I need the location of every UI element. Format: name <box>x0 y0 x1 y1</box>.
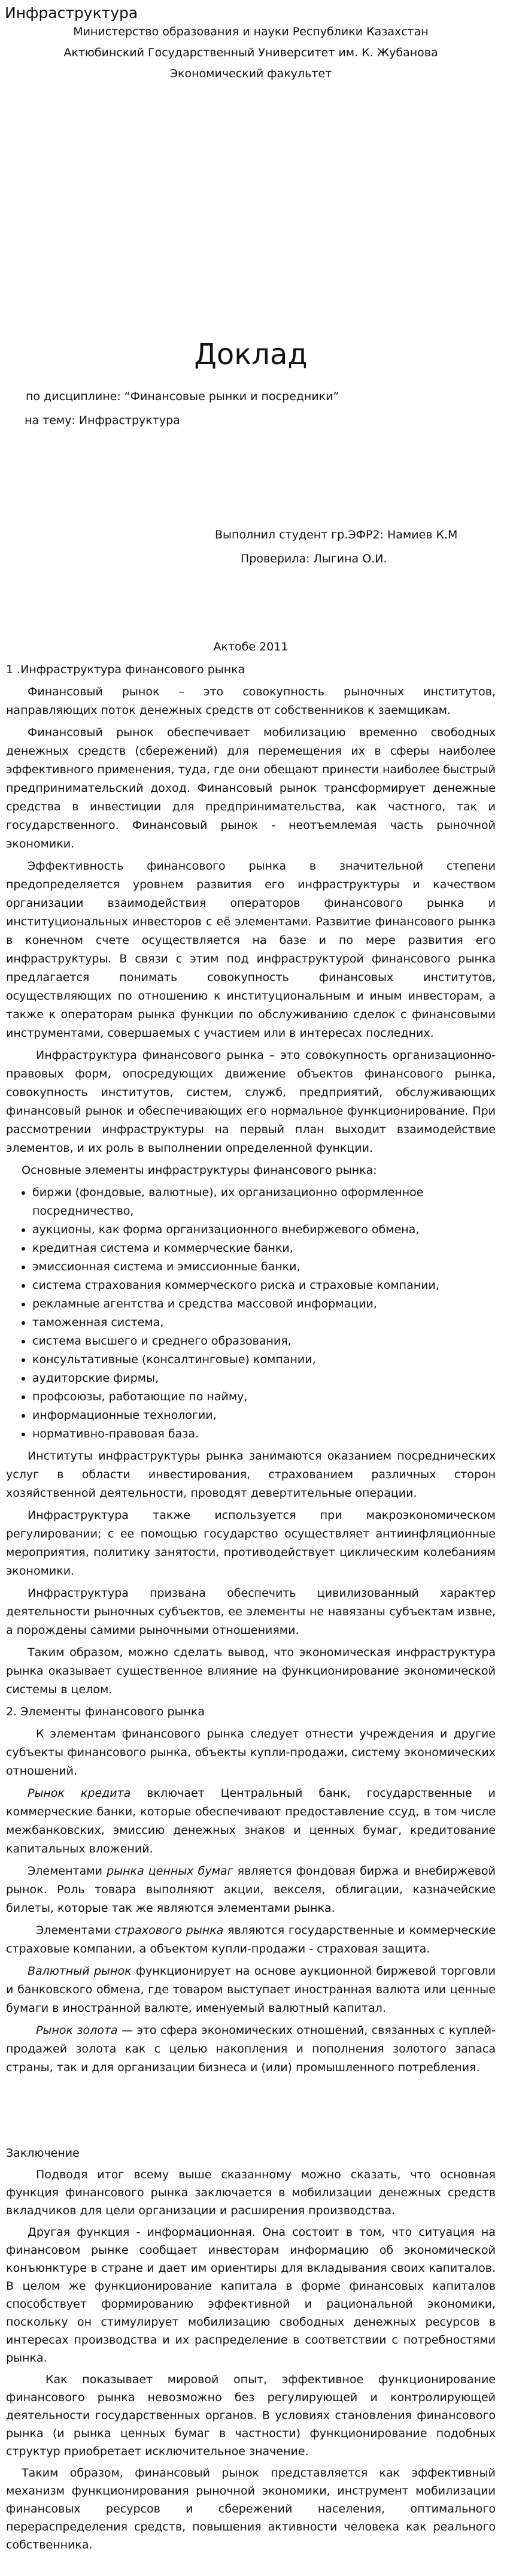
document-type-title: Доклад <box>194 338 308 371</box>
paragraph <box>6 1784 496 1858</box>
city-year-line: Актобе 2011 <box>213 640 289 653</box>
conclusion-section <box>6 2144 496 2557</box>
topic-line: на тему: Инфраструктура <box>25 414 180 427</box>
paragraph-text: является фондовая биржа и внебиржевой рынок. Роль товара выполняют акции, векселя, облигации, казначейские билеты, которые так же являются элементами рынка. <box>6 1864 496 1915</box>
section-2-heading: 2. Элементы финансового рынка <box>6 1705 205 1718</box>
term-italic: Рынок кредита <box>28 1787 131 1800</box>
discipline-line: по дисциплине: “Финансовые рынки и посредники” <box>26 390 339 403</box>
paragraph: Другая функция - информационная. Она состоит в том, что ситуация на финансовом рынке сообщает инвесторам информацию об экономической конъюнктуре в стране и дает им ориентиры для вкладывания своих капиталов. В целом же функционирование капитала в форме финансовых капиталов способствует формированию эффективной и рациональной экономики, поскольку он стимулирует мобилизацию свободных денежных ресурсов в интересах производства и их распределение в соответствии с потребностями рынка. <box>6 2226 496 2365</box>
author-line: Выполнил студент гр.ЭФР2: Намиев К.М <box>215 528 458 541</box>
paragraph-text: включает Центральный банк, государственные и коммерческие банки, которые обеспечивают предоставление ссуд, в том числе межбанковских, эмиссию денежных знаков и ценных бумаг, кредитование капитальных вложений. <box>6 1787 496 1855</box>
paragraph: Как показывает мировой опыт, эффективное функционирование финансового рынка невозможно без регулирующей и контролирующей деятельности государственных органов. В условиях становления финансового рынка (и рынка ценных бумаг в частности) функционирование подобных структур приобретает исключительное значение. <box>6 2373 496 2458</box>
section-2 <box>6 1703 496 2077</box>
paragraph: Финансовый рынок обеспечивает мобилизацию временно свободных денежных средств (сбережений) для перемещения их в сферы наиболее эффективного применения, туда, где они обещают принести наиболее быстрый предпринимательский доход. Финансовый рынок трансформирует денежные средства в инвестиции для предпринимательства, как частного, так и государственного. Финансовый рынок - неотъемлемая часть рыночной экономики. <box>6 726 496 850</box>
list-item: • нормативно-правовая база. <box>32 1425 496 1443</box>
paragraph: Институты инфраструктуры рынка занимаются оказанием посреднических услуг в области инвестирования, страхованием различных сторон хозяйственной деятельности, проводят девертительные операции. <box>6 1449 496 1500</box>
term-italic: Рынок золота <box>36 2024 118 2037</box>
paragraph: Инфраструктура финансового рынка – это совокупность организационно-правовых форм, опосредующих движение объектов финансового рынка, совокупность институтов, систем, служб, предприятий, обслуживающих финансовый рынок и обеспечивающих его нормальное функционирование. При рассмотрении инфраструктуры на первый план выходит взаимодействие элементов, и их роль в выполнении определенной функции. <box>6 1049 496 1155</box>
faculty-line: Экономический факультет <box>169 67 332 80</box>
paragraph: Эффективность финансового рынка в значительной степени предопределяется уровнем развития его инфраструктуры и качеством организации взаимодействия операторов финансового рынка и институциональных инвесторов с её элементами. Развитие финансового рынка в конечном счете осуществляется на базе и по мере развития его инфраструктуры. В связи с этим под инфраструктурой финансового рынка предлагается понимать совокупность финансовых институтов, осуществляющих по отношению к институциональным и иным инвесторам, а также к операторам рынка функции по обслуживанию сделок с финансовыми инструментами, совершаемых с участием или в интересах последних. <box>6 859 496 1040</box>
list-item: • аукционы, как форма организационного внебиржевого обмена, <box>32 1221 496 1239</box>
paragraph: Таким образом, можно сделать вывод, что экономическая инфраструктура рынка оказывает существенное влияние на функционирование экономической системы в целом. <box>6 1646 496 1696</box>
list-item: • эмиссионная система и эмиссионные банки, <box>32 1258 496 1276</box>
term-italic: рынка ценных бумаг <box>107 1864 233 1878</box>
paragraph: Таким образом, финансовый рынок представляется как эффективный механизм функционирования рыночной экономики, инструмент мобилизации финансовых ресурсов и сбережений населения, оптимального перераспределения средств, повышения активности человека как реального собственника. <box>6 2466 496 2551</box>
paragraph <box>6 1962 496 2018</box>
list-item: • профсоюзы, работающие по найму, <box>32 1388 496 1406</box>
paragraph-text: — это сфера экономических отношений, связанных с куплей-продажей золота как с целью накопления и пополнения золотого запаса страны, так и для организации бизнеса и (или) промышленного потребления. <box>6 2024 496 2074</box>
paragraph: К элементам финансового рынка следует отнести учреждения и другие субъекты финансового рынка, объекты купли-продажи, систему экономических отношений. <box>6 1727 496 1778</box>
paragraph-text: являются государственные и коммерческие страховые компании, а объектом купли-продажи - страховая защита. <box>6 1924 496 1956</box>
term-italic: страхового рынка <box>114 1924 224 1937</box>
list-item: • кредитная система и коммерческие банки, <box>32 1239 496 1258</box>
paragraph: Инфраструктура также используется при макроэкономическом регулировании; с ее помощью государство осуществляет антиинфляционные мероприятия, политику занятости, противодействует циклическим колебаниям экономики. <box>6 1509 496 1578</box>
list-intro: Основные элементы инфраструктуры финансового рынка: <box>22 1164 377 1177</box>
list-item: • аудиторские фирмы, <box>32 1369 496 1388</box>
list-item: • система высшего и среднего образования, <box>32 1332 496 1351</box>
paragraph: Инфраструктура призвана обеспечить цивилизованный характер деятельности рыночных субъектов, ее элементы не навязаны субъектам извне, а порождены самими рыночными отношениями. <box>6 1587 496 1637</box>
infrastructure-elements-list <box>6 1183 496 1443</box>
paragraph <box>6 1921 496 1959</box>
term-italic: Валютный рынок <box>28 1964 132 1978</box>
paragraph-text: Элементами <box>36 1924 115 1937</box>
list-item: • биржи (фондовые, валютные), их организационно оформленное посредничество, <box>32 1183 496 1221</box>
list-item: • информационные технологии, <box>32 1406 496 1425</box>
list-item: • таможенная система, <box>32 1313 496 1332</box>
paragraph <box>6 2021 496 2077</box>
list-item: • консультативные (консалтинговые) компании, <box>32 1351 496 1369</box>
section-1 <box>6 661 496 1699</box>
paragraph-text: функционирует на основе аукционной биржевой торговли и банковского обмена, где товаром выступает иностранная валюта или ценные бумаги в иностранной валюте, именуемый валютный капитал. <box>6 1964 496 2015</box>
document-header-title: Инфраструктура <box>5 4 138 22</box>
conclusion-heading: Заключение <box>6 2147 80 2160</box>
main-content <box>6 661 496 2081</box>
paragraph: Финансовый рынок – это совокупность рыночных институтов, направляющих поток денежных средств от собственников к заемщикам. <box>6 685 496 717</box>
reviewer-line: Проверила: Лыгина О.И. <box>241 552 387 565</box>
paragraph-text: Элементами <box>28 1864 107 1878</box>
section-1-heading: 1 .Инфраструктура финансового рынка <box>6 663 245 676</box>
list-item: • система страхования коммерческого риска и страховые компании, <box>32 1276 496 1295</box>
paragraph <box>6 1862 496 1918</box>
list-item: • рекламные агентства и средства массовой информации, <box>32 1295 496 1313</box>
paragraph: Подводя итог всему выше сказанному можно сказать, что основная функция финансового рынка заключается в мобилизации денежных средств вкладчиков для цели организации и расширения производства. <box>6 2168 496 2217</box>
university-line: Актюбинский Государственный Университет им. К. Жубанова <box>63 46 438 59</box>
ministry-line: Министерство образования и науки Республики Казахстан <box>73 25 429 38</box>
